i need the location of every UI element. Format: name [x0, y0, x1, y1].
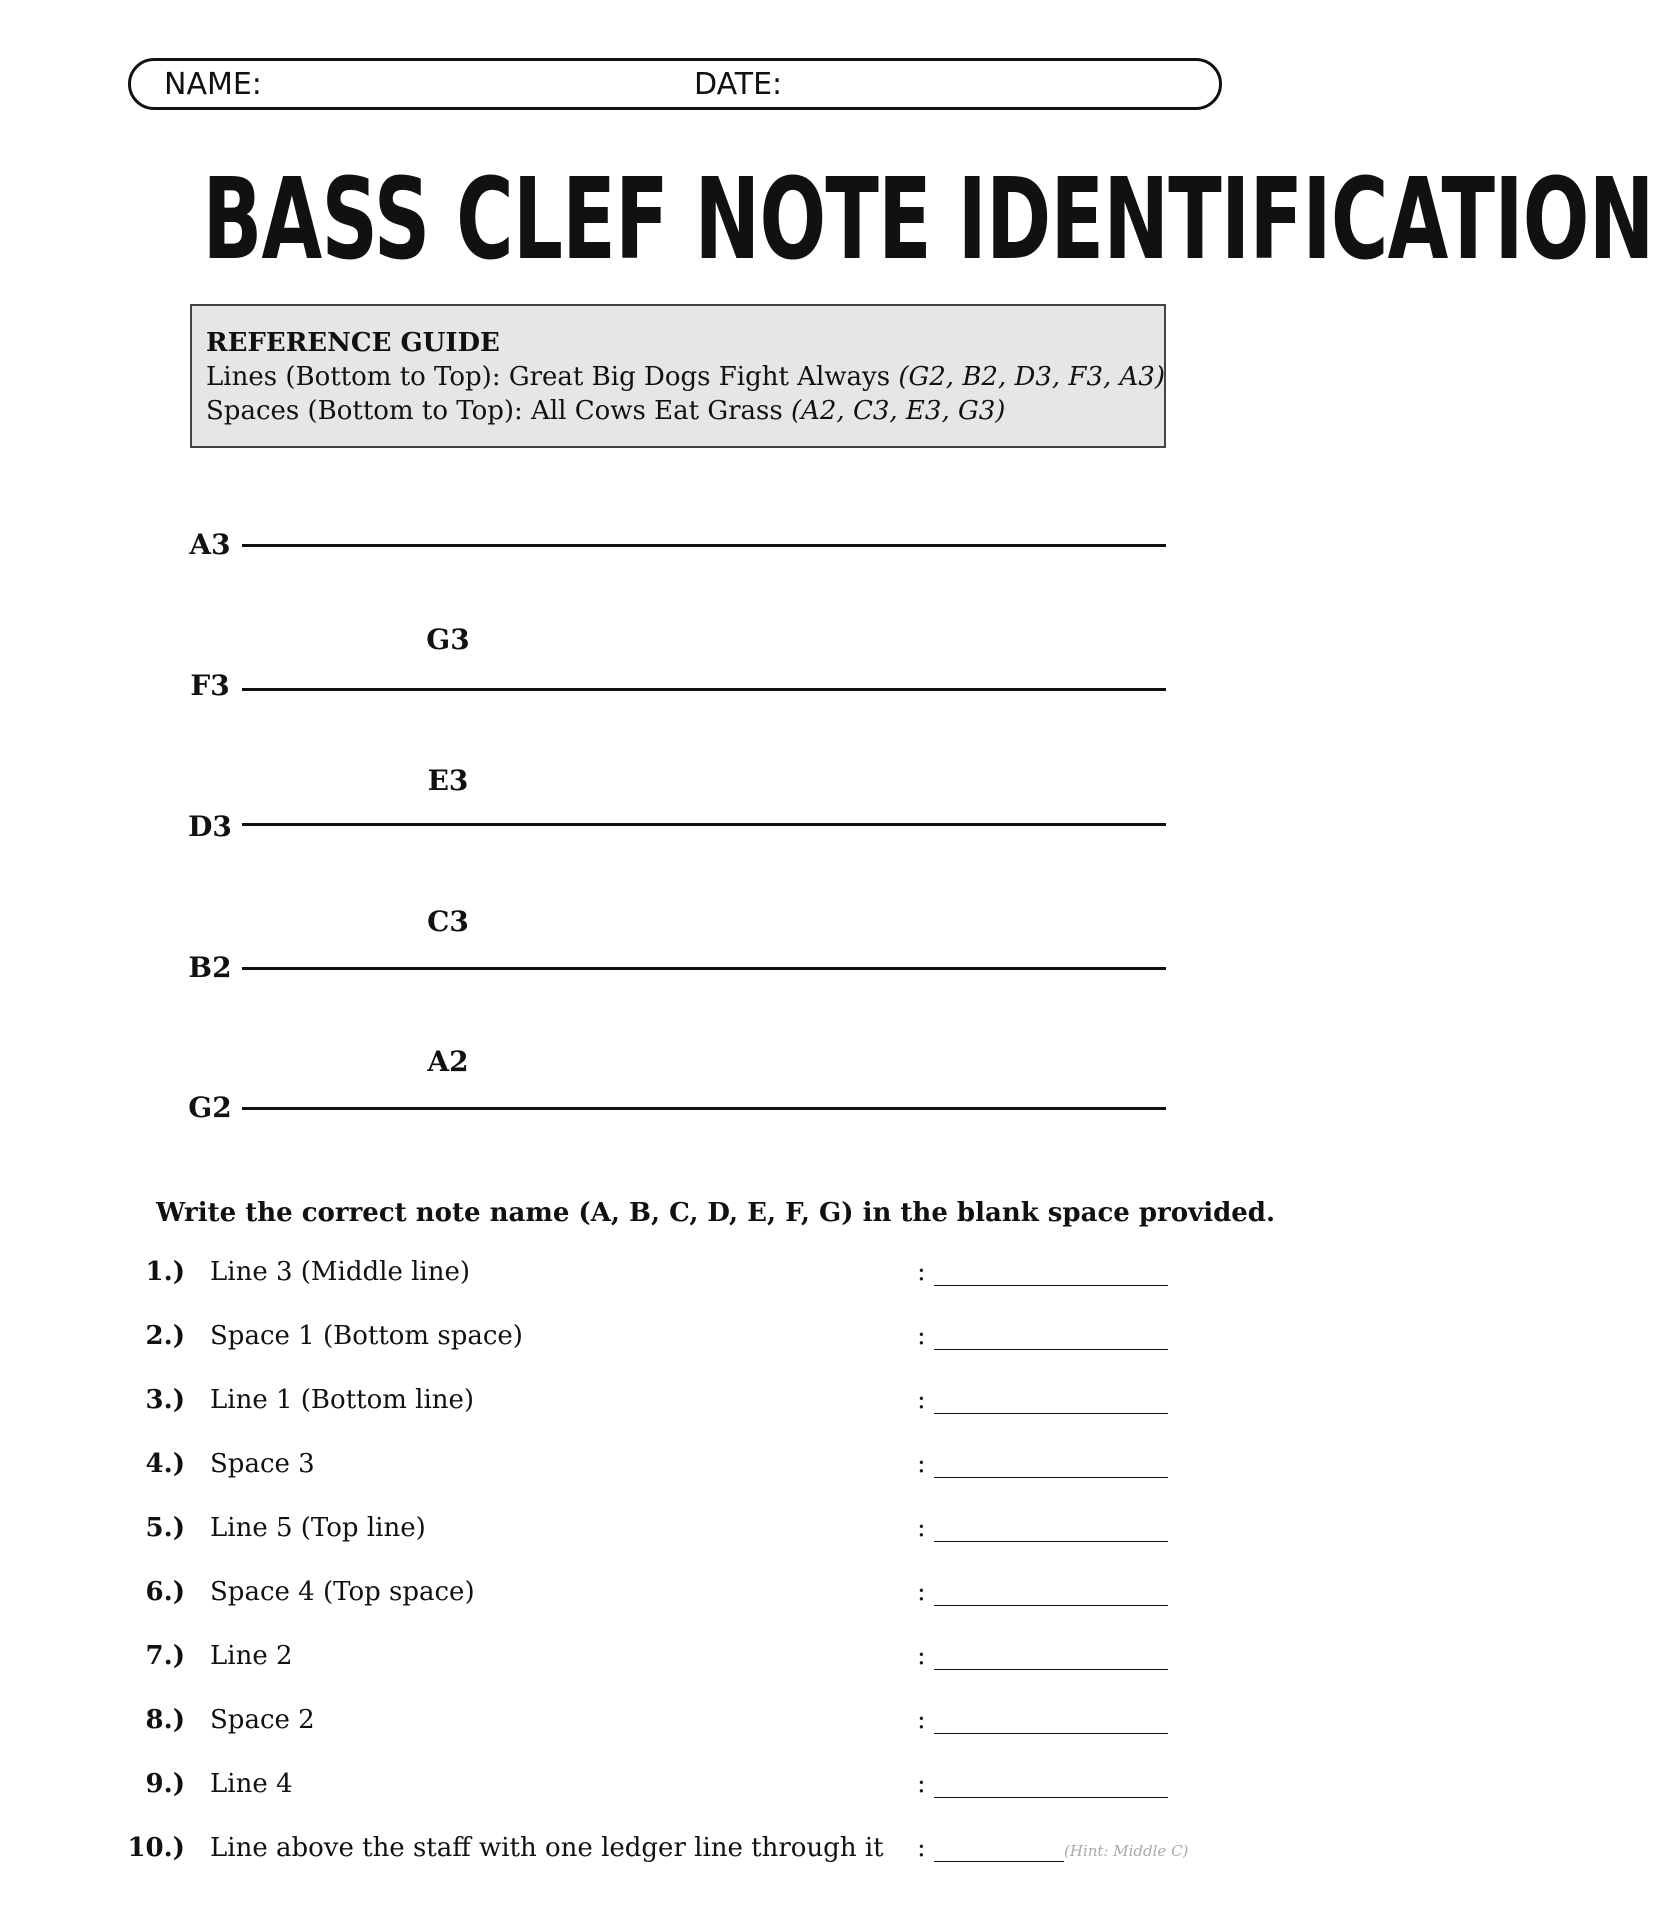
staff-space-label-g3: G3	[426, 623, 470, 656]
question-text: Line above the staff with one ledger line through it	[210, 1833, 884, 1863]
question-text: Line 2	[210, 1641, 293, 1671]
question-item	[0, 1510, 1350, 1550]
question-text: Line 5 (Top line)	[210, 1513, 426, 1543]
reference-guide-heading: REFERENCE GUIDE	[206, 328, 500, 358]
staff-line-label-d3: D3	[188, 810, 232, 843]
staff-line-2	[242, 967, 1166, 970]
answer-blank-with-hint[interactable]	[917, 1830, 1188, 1869]
staff-line-1	[242, 1107, 1166, 1110]
staff-space-label-c3: C3	[427, 905, 469, 938]
question-text: Line 3 (Middle line)	[210, 1257, 471, 1287]
staff-line-5	[242, 544, 1166, 547]
answer-blank[interactable]: : __________________	[917, 1641, 1169, 1671]
question-item	[0, 1702, 1350, 1742]
question-number: 1.)	[145, 1257, 185, 1287]
reference-lines-row	[206, 360, 1165, 394]
answer-blank[interactable]: : __________	[917, 1833, 1065, 1863]
reference-lines-text: Lines (Bottom to Top): Great Big Dogs Fight Always	[206, 362, 891, 392]
reference-lines-notes: (G2, B2, D3, F3, A3)	[898, 362, 1165, 392]
instruction-text: Write the correct note name (A, B, C, D, E, F, G) in the blank space provided.	[156, 1198, 1276, 1228]
staff-line-label-b2: B2	[188, 951, 232, 984]
hint-text: (Hint: Middle C)	[1064, 1842, 1189, 1860]
reference-spaces-notes: (A2, C3, E3, G3)	[790, 396, 1006, 426]
question-item	[0, 1574, 1350, 1614]
reference-spaces-row	[206, 394, 1150, 428]
staff-line-3	[242, 823, 1166, 826]
question-item	[0, 1766, 1350, 1806]
question-text: Space 1 (Bottom space)	[210, 1321, 523, 1351]
staff-space-label-e3: E3	[427, 764, 469, 797]
staff-line-label-g2: G2	[188, 1091, 232, 1124]
staff-space-label-a2: A2	[427, 1045, 469, 1078]
question-item	[0, 1254, 1350, 1294]
answer-blank[interactable]: : __________________	[917, 1449, 1169, 1479]
reference-spaces-text: Spaces (Bottom to Top): All Cows Eat Grass	[206, 396, 783, 426]
name-date-bar	[128, 58, 1222, 110]
staff-line-label-a3: A3	[189, 528, 231, 561]
question-number: 7.)	[145, 1641, 185, 1671]
answer-blank[interactable]: : __________________	[917, 1769, 1169, 1799]
question-number: 3.)	[145, 1385, 185, 1415]
question-text: Line 4	[210, 1769, 293, 1799]
name-label: NAME:	[164, 67, 262, 102]
question-item	[0, 1830, 1350, 1870]
question-number: 2.)	[145, 1321, 185, 1351]
question-text: Space 2	[210, 1705, 315, 1735]
question-text: Space 4 (Top space)	[210, 1577, 475, 1607]
question-item	[0, 1638, 1350, 1678]
page-title: BASS CLEF NOTE IDENTIFICATION	[202, 155, 1654, 285]
question-item	[0, 1382, 1350, 1422]
reference-guide-box	[190, 304, 1166, 448]
date-label: DATE:	[694, 67, 783, 102]
question-number: 5.)	[145, 1513, 185, 1543]
question-number: 9.)	[145, 1769, 185, 1799]
answer-blank[interactable]: : __________________	[917, 1705, 1169, 1735]
question-text: Line 1 (Bottom line)	[210, 1385, 475, 1415]
question-number: 6.)	[145, 1577, 185, 1607]
staff-line-4	[242, 688, 1166, 691]
answer-blank[interactable]: : __________________	[917, 1321, 1169, 1351]
staff-line-label-f3: F3	[190, 669, 230, 702]
question-item	[0, 1318, 1350, 1358]
question-text: Space 3	[210, 1449, 315, 1479]
question-number: 10.)	[127, 1833, 185, 1863]
question-number: 8.)	[145, 1705, 185, 1735]
question-number: 4.)	[145, 1449, 185, 1479]
answer-blank[interactable]: : __________________	[917, 1513, 1169, 1543]
question-item	[0, 1446, 1350, 1486]
answer-blank[interactable]: : __________________	[917, 1257, 1169, 1287]
answer-blank[interactable]: : __________________	[917, 1577, 1169, 1607]
answer-blank[interactable]: : __________________	[917, 1385, 1169, 1415]
